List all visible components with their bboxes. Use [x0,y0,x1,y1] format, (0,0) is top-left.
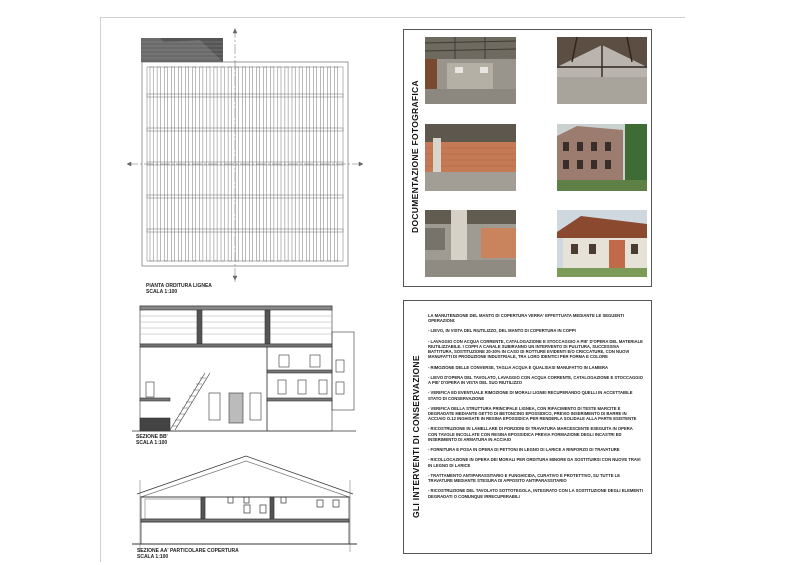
section-roof-label: SEZIONE AA' PARTICOLARE COPERTURA SCALA 1:100 [137,548,239,560]
interior-photo-2 [425,124,516,191]
photo-panel-title: DOCUMENTAZIONE FOTOGRAFICA [410,80,420,233]
section-bb-label: SEZIONE BB' SCALA 1:100 [136,434,168,446]
interior-photo-3 [425,210,516,277]
list-item: - LIEVO D'OPERA DEL TAVOLATO, LAVAGGIO CON ACQUA CORRENTE, CATALOGAZIONE E STOCCAGGIO A PIE' D'OPERA IN VISTA DEL SUO RIUTILIZZO [428,374,643,386]
list-item: - VERIFICA ED EVENTUALE RIMOZIONE DI MORALI LIGNEI RECUPERANDO QUELLI IN ACCETTABILE STATO DI CONSERVAZIONE [428,390,633,401]
list-item: - FORNITURA E POSA IN OPERA DI PETTONI IN LEGNO DI LARICE A RINFORZO DI TRAVATURE [428,447,620,453]
list-item: - LIEVO, IN VISTA DEL RIUTILIZZO, DEL MANTO DI COPERTURA IN COPPI [428,328,576,334]
house-exterior-photo [557,210,647,277]
list-item: - RICOLLOCAZIONE IN OPERA DEI MORALI PER ORDITURA MINORE DA SOSTITUIRSI CON NUOVE TRAVI IN LEGNO DI LARICE [428,457,641,468]
roof-truss-photo [557,37,647,104]
conservation-panel-title: GLI INTERVENTI DI CONSERVAZIONE [411,355,421,518]
interior-photo-1 [425,37,516,104]
list-item: - RICOSTRUZIONE IN LAMELLARE DI PORZIONI DI TRAVATURA MARCESCENTE ESEGUITA IN OPERA CON TAVOLE INCOLLATE CON RESINA EPOSSIDICA PREVIA FORMAZIONE DEGLI INCASTRI ED INSERIMENTO DI ARMATURA IN ACCIAIO [428,426,633,442]
list-item: - TRATTAMENTO ANTIPARASSITARIO E FUNGHICIDA, CURATIVO E PROTETTIVO, SU TUTTE LE TRAVATURE MEDIANTE STESURA DI APPOSITO ANTIPARASSITARIO [428,472,621,484]
list-item: - RICOSTRUZIONE DEL TAVOLATO SOTTOTEGOLA, INTEGRATO CON LA SOSTITUZIONE DEGLI ELEMENTI DEGRADATI O COMUNQUE IRRECUPERABILI [428,488,643,499]
plan-label: PIANTA ORDITURA LIGNEA SCALA 1:100 [146,283,212,295]
list-item: - VERIFICA DELLA STRUTTURA PRINCIPALE LIGNEA, CON RIFACIMENTO DI TESTE MARCITE E DEGRADATE MEDIANTE GETTO DI BETONCINO EPOSSIDICO, PREVIO INSERIMENTO DI BARRE IN ACCIAIO O.12 INGHISATE IN RESINA EPOSSIDICA PER RENDERLA SOLIDALE ALLA PARTE ESISTENTE [428,405,637,422]
list-item: - RIMOZIONE DELLE CONVERSE, TAGLIA ACQUA E QUALSIASI MANUFATTO IN LAMIERA [428,364,609,370]
list-item: - LAVAGGIO CON ACQUA CORRENTE, CATALOGAZIONE E STOCCAGGIO A PIE' D'OPERA DEL MATERIALE RIUTILIZZABILE. I COPPI A CANALE SUBIRANNO UN INTERVENTO DI PULITURA, SUCCESSIVA BATTITURA, SOSTITUZIONE 20-30% IN CASO DI ROTTURE EVIDENTI E/O CRICCATURE, CON NUOVI MANUFATTI DI PRODUZIONE INDUSTRIALE, TRA LORO IDENTICI PER FORMA E COLORE [428,338,643,360]
facade-photo [557,124,647,191]
intro-paragraph: LA MANUTENZIONE DEL MANTO DI COPERTURA VERRA' EFFETTUATA MEDIANTE LE SEGUENTI OPERAZIONI: [428,313,624,324]
conservation-text [428,313,643,504]
